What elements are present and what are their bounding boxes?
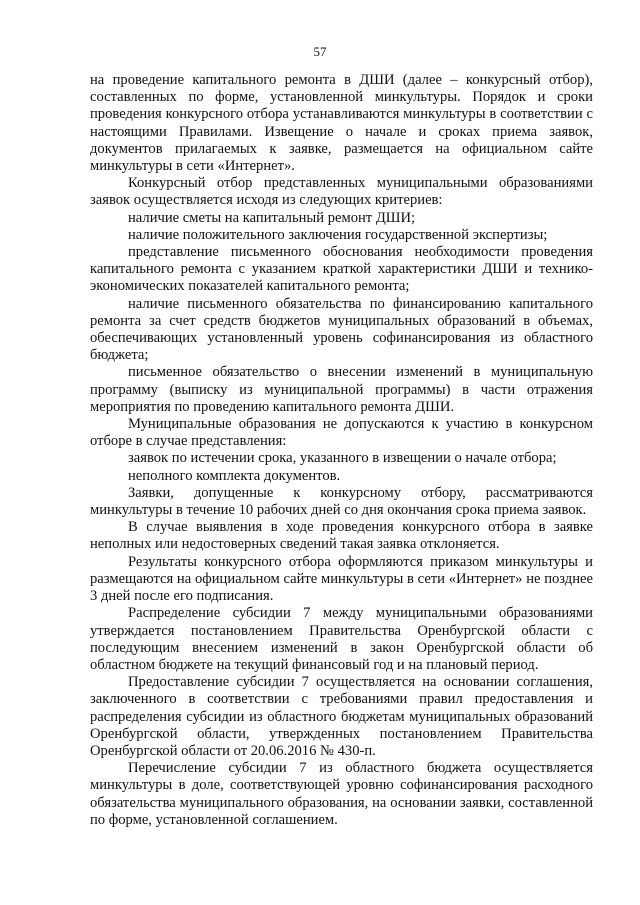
paragraph-selection-criteria: Конкурсный отбор представленных муниципальными образованиями заявок осуществляется исходя из следующих критериев: xyxy=(90,175,593,209)
paragraph-distribution: Распределение субсидии 7 между муниципальными образованиями утверждается постановлением Правительства Оренбургской области с последующим внесением изменений в закон Оренбургской области об областном бюджете на текущий финансовый год и на плановый период. xyxy=(90,605,593,673)
paragraph-continuation: на проведение капитального ремонта в ДШИ (далее – конкурсный отбор), составленных по форме, установленной минкультуры. Порядок и сроки проведения конкурсного отбора устанавливаются минкультуры в соответствии с настоящими Правилами. Извещение о начале и сроках приема заявок, документов прилагаемых к заявке, размещается на официальном сайте минкультуры в сети «Интернет». xyxy=(90,72,593,175)
page-number: 57 xyxy=(313,44,327,59)
paragraph-results: Результаты конкурсного отбора оформляются приказом минкультуры и размещаются на официальном сайте минкультуры в сети «Интернет» не позднее 3 дней после его подписания. xyxy=(90,553,593,605)
reason-incomplete-documents: неполного комплекта документов. xyxy=(128,467,341,484)
criterion-expertise: наличие положительного заключения государственной экспертизы; xyxy=(128,226,548,243)
paragraph-agreement: Предоставление субсидии 7 осуществляется на основании соглашения, заключенного в соответствии с требованиями правил предоставления и распределения субсидии из областного бюджетам муниципальных образований Оренбургской области, утвержденных постановлением Правительства Оренбургской области от 20.06.2016 № 430-п. xyxy=(90,674,593,759)
paragraph-rejection: В случае выявления в ходе проведения конкурсного отбора в заявке неполных или недостоверных сведений такая заявка отклоняется. xyxy=(90,519,593,553)
criterion-program-amendment: письменное обязательство о внесении изменений в муниципальную программу (выписку из муниципальной программы) в части отражения мероприятия по проведению капитального ремонта ДШИ. xyxy=(90,364,593,415)
paragraph-transfer: Перечисление субсидии 7 из областного бюджета осуществляется минкультуры в доле, соответствующей уровню софинансирования расходного обязательства муниципального образования, на основании заявки, составленной по форме, установленной соглашением. xyxy=(90,760,593,828)
criterion-justification: представление письменного обоснования необходимости проведения капитального ремонта с указанием краткой характеристики ДШИ и технико-экономических показателей капитального ремонта; xyxy=(90,244,593,295)
criterion-financing-obligation: наличие письменного обязательства по финансированию капитального ремонта за счет средств бюджетов муниципальных образований в объемах, обеспечивающих установленный уровень софинансирования из областного бюджета; xyxy=(90,295,593,364)
paragraph-review-period: Заявки, допущенные к конкурсному отбору, рассматриваются минкультуры в течение 10 рабочих дней со дня окончания срока приема заявок. xyxy=(90,484,593,519)
body-text xyxy=(90,72,593,829)
criterion-estimate: наличие сметы на капитальный ремонт ДШИ; xyxy=(128,209,416,226)
paragraph-not-admitted: Муниципальные образования не допускаются к участию в конкурсном отборе в случае представления: xyxy=(90,416,593,450)
reason-late-submission: заявок по истечении срока, указанного в извещении о начале отбора; xyxy=(128,450,557,467)
